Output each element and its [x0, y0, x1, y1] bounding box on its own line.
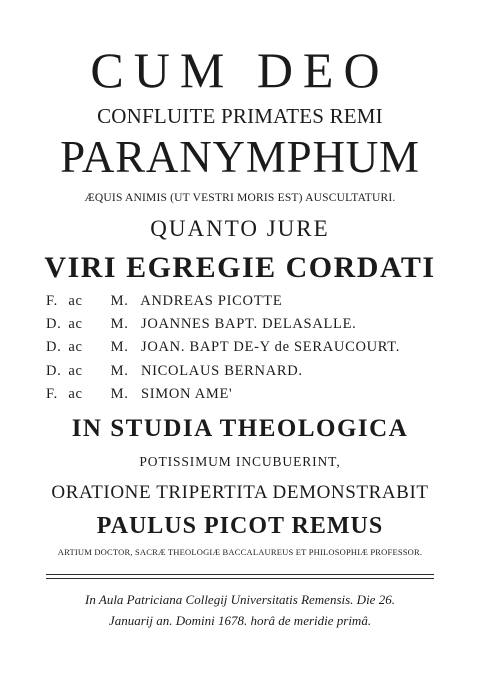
divider-rule-top [46, 574, 434, 575]
name-prefix: F. [46, 293, 58, 309]
footer-date: Januarij an. Domini 1678. horâ de meridie primâ. [108, 613, 372, 628]
name-ac: ac [68, 385, 83, 402]
heading-quanto-jure: QUANTO JURE [150, 216, 330, 241]
list-item [46, 383, 466, 406]
heading-paulus-picot: PAULUS PICOT REMUS [96, 513, 384, 539]
text-potissimum: POTISSIMUM INCUBUERINT, [139, 454, 341, 469]
subheading-aequis-animis: ÆQUIS ANIMIS (UT VESTRI MORIS EST) AUSCULTATURI. [84, 192, 396, 204]
name-text: JOAN. BAPT DE-Y de SERAUCOURT. [140, 339, 401, 356]
name-text: SIMON AME' [140, 385, 233, 402]
text-oratione: ORATIONE TRIPERTITA DEMONSTRABIT [51, 482, 429, 503]
list-item [46, 360, 466, 383]
name-prefix: D. [46, 339, 62, 356]
names-list [46, 290, 466, 406]
heading-viri-egregie: VIRI EGREGIE CORDATI [44, 251, 436, 284]
heading-paranymphum: PARANYMPHUM [60, 132, 420, 182]
heading-in-studia: IN STUDIA THEOLOGICA [71, 415, 409, 442]
list-item [46, 336, 466, 359]
divider-rule-bottom [46, 578, 434, 579]
footer-venue: In Aula Patriciana Collegij Universitatis Remensis. Die 26. [85, 592, 395, 607]
heading-cum-deo: CUM DEO [90, 42, 390, 98]
name-m: M. [110, 339, 129, 356]
name-m: M. [110, 362, 129, 379]
name-ac: ac [68, 339, 83, 356]
subheading-confluite: CONFLUITE PRIMATES REMI [97, 104, 383, 128]
name-prefix: F. [46, 385, 58, 402]
list-item [46, 313, 466, 336]
name-m: M. [110, 385, 129, 402]
name-prefix: D. [46, 316, 62, 333]
text-artium-doctor: ARTIUM DOCTOR, SACRÆ THEOLOGIÆ BACCALAUREUS ET PHILOSOPHIÆ PROFESSOR. [57, 547, 423, 557]
name-ac: ac [68, 362, 83, 379]
name-text: JOANNES BAPT. DELASALLE. [140, 316, 357, 333]
list-item [46, 290, 466, 313]
name-text: NICOLAUS BERNARD. [140, 362, 303, 379]
name-text: ANDREAS PICOTTE [140, 293, 283, 309]
name-ac: ac [68, 293, 83, 309]
name-ac: ac [68, 316, 83, 333]
name-m: M. [110, 293, 129, 309]
name-prefix: D. [46, 362, 62, 379]
name-m: M. [110, 316, 129, 333]
